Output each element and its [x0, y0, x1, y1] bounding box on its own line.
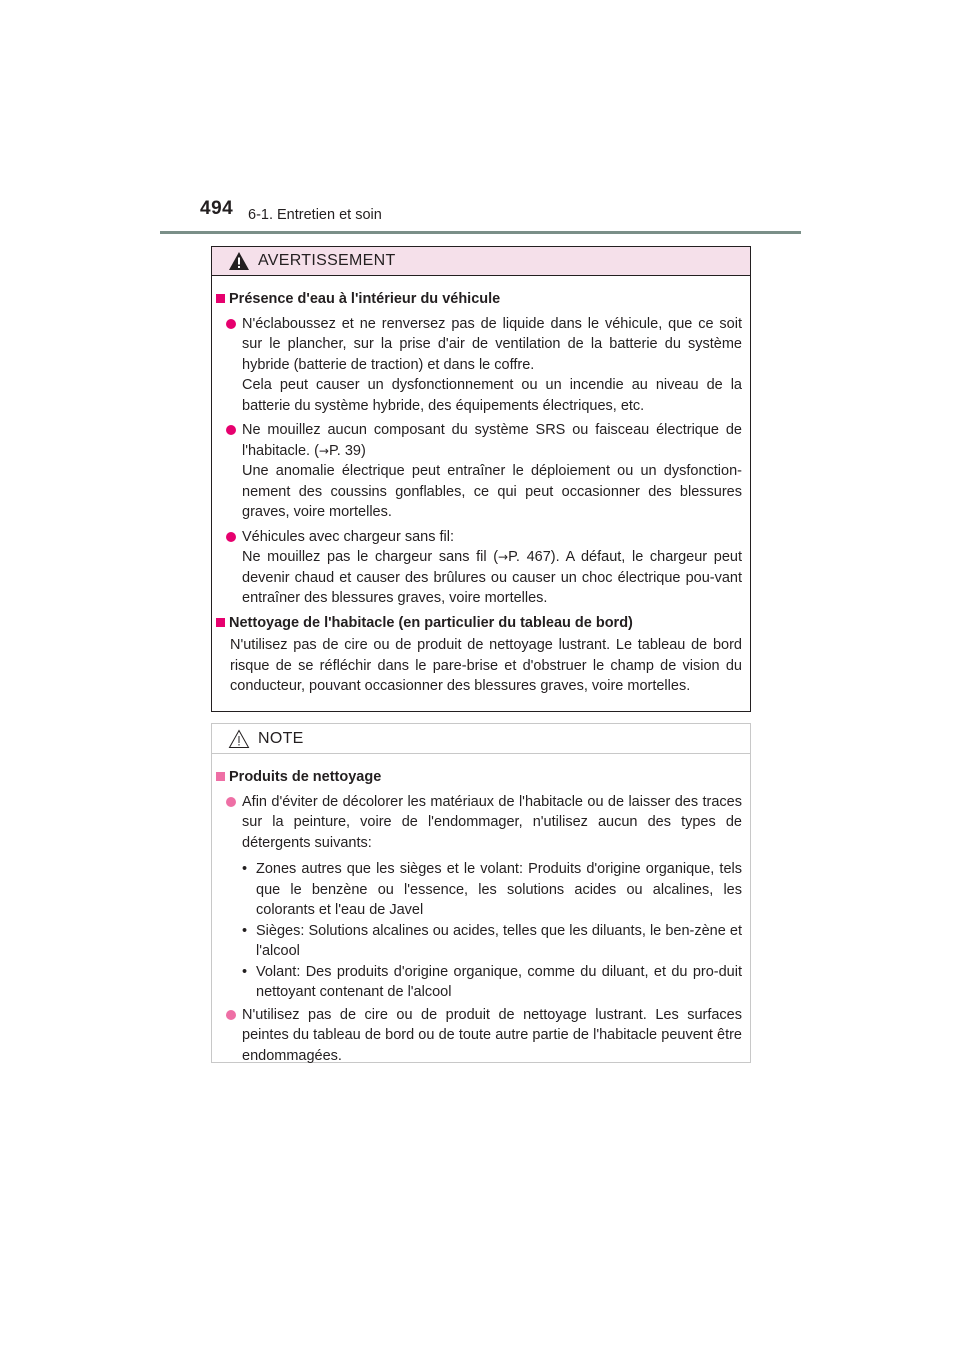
- paragraph: Une anomalie électrique peut entraîner le déploiement ou un dysfonction-nement des coussins gonflables, ce qui peut occasionner des blessures graves, voire mortelles.: [242, 463, 742, 520]
- round-bullet-icon: [226, 532, 236, 542]
- text-span: Ne mouillez aucun composant du système SRS ou faisceau électrique de l'habitacle. (: [242, 422, 742, 459]
- sub-list-item: [242, 962, 742, 1003]
- paragraph: Véhicules avec chargeur sans fil:: [242, 528, 454, 545]
- paragraph: N'éclaboussez et ne renversez pas de liquide dans le véhicule, que ce soit sur le plancher, sur la prise d'air de ventilation de la batterie du système hybride (batterie de traction) et dans le coffre.: [242, 315, 742, 373]
- heading-text: Produits de nettoyage: [229, 769, 382, 785]
- list-item: [226, 1005, 742, 1067]
- list-item: [226, 420, 742, 523]
- section-title: 6-1. Entretien et soin: [248, 207, 382, 223]
- round-bullet-icon: [226, 425, 236, 435]
- square-bullet-icon: [216, 294, 225, 303]
- list-item: [226, 792, 742, 854]
- paragraph: Cela peut causer un dysfonctionnement ou un incendie au niveau de la batterie du système hybride, des équipements électriques, etc.: [242, 377, 742, 414]
- page-reference: P. 39): [328, 442, 366, 459]
- heading-text: Nettoyage de l'habitacle (en particulier du tableau de bord): [229, 614, 633, 631]
- paragraph: [242, 547, 742, 609]
- paragraph: N'utilisez pas de cire ou de produit de nettoyage lustrant. Le tableau de bord risque de se réfléchir dans le pare-brise et d'obstruer le champ de vision du conducteur, pouvant occasionner des blessures graves, voire mortelles.: [230, 637, 742, 694]
- warning-box: [211, 246, 751, 712]
- text-span: Ne mouillez pas le chargeur sans fil (: [242, 549, 499, 565]
- note-header: [212, 724, 750, 754]
- page-reference: P. 467). A défaut, le chargeur peut devenir chaud et causer des brûlures ou causer un choc électrique pou-vant entraîner des blessures graves, voire mortelles.: [242, 549, 742, 606]
- header-rule: [160, 231, 801, 234]
- arrow-right-icon: →: [498, 550, 509, 564]
- note-title: NOTE: [258, 729, 304, 747]
- note-section-heading: [216, 767, 742, 788]
- warning-section-heading: [216, 613, 742, 634]
- square-bullet-icon: [216, 772, 225, 781]
- round-bullet-icon: [226, 797, 236, 807]
- sub-list-item: [242, 921, 742, 962]
- page-number: 494: [200, 198, 234, 219]
- sub-item-text: Volant: Des produits d'origine organique, comme du diluant, et du pro-duit nettoyant contenant de l'alcool: [256, 963, 742, 1000]
- warning-triangle-filled-icon: [228, 251, 250, 271]
- round-bullet-icon: [226, 1010, 236, 1020]
- heading-text: Présence d'eau à l'intérieur du véhicule: [229, 291, 501, 307]
- sub-list-item: [242, 859, 742, 921]
- list-item: [226, 527, 742, 609]
- warning-title: AVERTISSEMENT: [258, 252, 396, 269]
- warning-header: [212, 247, 750, 276]
- paragraph: N'utilisez pas de cire ou de produit de nettoyage lustrant. Les surfaces peintes du tableau de bord ou de toute autre partie de l'habitacle peuvent être endommagées.: [242, 1006, 742, 1064]
- warning-body: [212, 276, 750, 697]
- small-bullet-icon: •: [242, 963, 248, 980]
- warning-section-heading: [216, 289, 742, 310]
- square-bullet-icon: [216, 618, 225, 627]
- arrow-right-icon: →: [318, 443, 329, 458]
- note-box: [211, 723, 751, 1063]
- small-bullet-icon: •: [242, 861, 248, 877]
- sub-item-text: Zones autres que les sièges et le volant: Produits d'origine organique, tels que le benzène ou l'essence, les solutions acides ou alcalines, les colorants et l'eau de Javel: [256, 861, 742, 918]
- warning-triangle-outline-icon: [228, 729, 250, 749]
- paragraph: [242, 420, 742, 461]
- sub-item-text: Sièges: Solutions alcalines ou acides, telles que les diluants, le ben-zène et l'alcool: [256, 922, 742, 959]
- round-bullet-icon: [226, 319, 236, 329]
- paragraph: Afin d'éviter de décolorer les matériaux de l'habitacle ou de laisser des traces sur la peinture, voire de l'endommager, n'utilisez aucun des types de détergents suivants:: [242, 793, 742, 851]
- note-body: [212, 754, 750, 1066]
- small-bullet-icon: •: [242, 922, 248, 939]
- list-item: [226, 314, 742, 417]
